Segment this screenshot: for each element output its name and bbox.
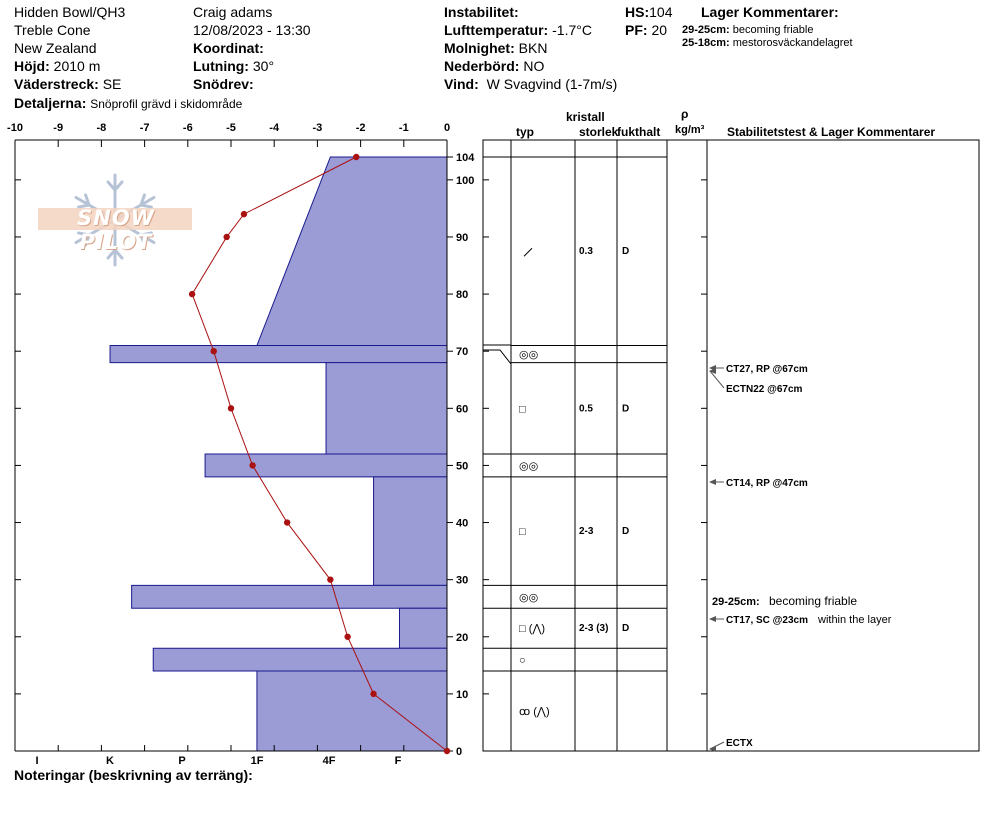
height-tick-label: 10 (456, 688, 469, 701)
aspect-label: Väderstreck: (14, 76, 99, 92)
aspect-value: SE (102, 76, 122, 92)
temp-tick-label: -3 (312, 122, 323, 134)
layer-comment-1-text: becoming friable (732, 24, 814, 36)
hardness-tick-label: F (394, 755, 402, 767)
stability-pointer-line (710, 371, 724, 388)
hardness-tick-label: I (35, 755, 39, 767)
temp-tick-label: -5 (226, 122, 236, 134)
grain-size-value: 0.3 (579, 246, 593, 258)
details-value: Snöprofil grävd i skidområde (90, 97, 243, 111)
height-tick-label: 30 (456, 574, 469, 587)
hardness-tick-label: 1F (250, 755, 264, 767)
precip-value: NO (523, 58, 545, 74)
height-tick-label: 100 (456, 174, 475, 187)
country-name: New Zealand (14, 40, 97, 56)
height-tick-label: 0 (456, 746, 463, 758)
layer-table-frame (483, 140, 979, 751)
moisture-value: D (622, 526, 630, 538)
height-tick-label: 80 (456, 289, 469, 302)
moisture-header: fukthalt (617, 125, 661, 139)
temp-tick-label: -7 (139, 122, 150, 134)
temperature-point (189, 291, 195, 297)
height-tick-label: 60 (456, 403, 469, 416)
height-top-label: 104 (456, 152, 475, 164)
table-layer-comment-text: becoming friable (769, 594, 858, 608)
hardness-layer-4 (205, 454, 447, 477)
snowpilot-logo-text: SNOW PILOT (77, 206, 155, 254)
stability-test-label: ECTX (726, 738, 753, 749)
area-name: Treble Cone (14, 22, 91, 38)
slope-value: 30° (252, 58, 275, 74)
height-tick-label: 50 (456, 460, 469, 473)
moisture-value: D (622, 403, 630, 415)
temperature-point (327, 576, 333, 582)
temp-tick-label: 0 (443, 122, 451, 134)
hardness-tick-label: K (106, 755, 114, 767)
precip-label: Nederbörd: (444, 58, 520, 74)
elevation-value: 2010 m (53, 58, 101, 74)
elevation-label: Höjd: (14, 58, 50, 74)
hardness-layer-3 (326, 363, 447, 454)
temperature-point (353, 154, 359, 160)
grain-symbol: ◎◎ (519, 349, 539, 362)
stability-test-label: CT14, RP @47cm (726, 478, 808, 489)
temp-tick-label: -2 (355, 122, 366, 134)
temperature-point (211, 348, 217, 354)
hardness-layer-6 (132, 585, 447, 608)
grain-size-value: 2-3 (3) (579, 623, 609, 635)
layer-comment-2-range: 25-18cm: (682, 37, 730, 49)
height-tick-label: 20 (456, 631, 469, 644)
density-unit-header: kg/m³ (675, 124, 705, 136)
layer-comment-1-range: 29-25cm: (682, 24, 730, 36)
crystal-header: kristall (566, 110, 605, 124)
temperature-point (228, 405, 234, 411)
observer-name: Craig adams (193, 4, 273, 20)
slope-label: Lutning: (193, 58, 249, 74)
grain-size-value: 2-3 (579, 526, 594, 538)
layer-comment-2-text: mestorosväckandelagret (732, 37, 853, 49)
temperature-point (444, 748, 450, 754)
stability-test-extra: within the layer (818, 614, 892, 626)
hardness-layer-8 (153, 648, 447, 671)
instability-label: Instabilitet: (444, 4, 519, 20)
height-tick-label: 40 (456, 517, 469, 530)
type-header: typ (516, 125, 534, 139)
wind-label: Vind: (444, 76, 479, 92)
table-layer-comment-range: 29-25cm: (712, 596, 760, 608)
temperature-point (284, 519, 290, 525)
pf-value: 20 (651, 22, 668, 38)
hardness-layer-7 (399, 608, 447, 648)
hardness-tick-label: 4F (322, 755, 336, 767)
pf-label: PF: (625, 22, 648, 38)
size-header: storlek (579, 125, 619, 139)
sky-label: Molnighet: (444, 40, 515, 56)
observation-datetime: 12/08/2023 - 13:30 (193, 22, 311, 38)
moisture-value: D (622, 623, 630, 635)
grain-symbol: ○ (519, 654, 526, 667)
rho-header: ρ (681, 107, 689, 121)
temp-tick-label: -8 (96, 122, 107, 134)
coordinate-label: Koordinat: (193, 40, 264, 56)
temperature-point (223, 234, 229, 240)
location-name: Hidden Bowl/QH3 (14, 4, 126, 20)
hardness-layer-1 (257, 157, 447, 345)
grain-symbol: ꝏ (⋀) (519, 706, 550, 719)
height-tick-label: 90 (456, 231, 469, 244)
temp-tick-label: -10 (7, 122, 23, 134)
hardness-layer-2 (110, 345, 447, 362)
temp-tick-label: -9 (53, 122, 64, 134)
temperature-point (241, 211, 247, 217)
moisture-value: D (622, 246, 630, 258)
temp-tick-label: -1 (398, 122, 409, 134)
wind-value: W Svagvind (1-7m/s) (486, 76, 618, 92)
grain-size-value: 0.5 (579, 403, 593, 415)
stability-test-label: ECTN22 @67cm (726, 384, 803, 395)
stability-header: Stabilitetstest & Lager Kommentarer (727, 125, 936, 139)
grain-symbol: □ (519, 403, 526, 416)
grain-symbol: ◎◎ (519, 460, 539, 473)
hardness-layer-9 (257, 671, 447, 751)
grain-symbol: ◎◎ (519, 591, 539, 604)
grain-symbol-precip-particle (524, 248, 532, 256)
height-tick-label: 70 (456, 346, 469, 359)
temp-tick-label: -4 (269, 122, 280, 134)
air-temp-value: -1.7°C (552, 22, 592, 38)
hardness-layer-5 (374, 477, 447, 586)
temperature-point (249, 462, 255, 468)
stability-test-label: CT27, RP @67cm (726, 364, 808, 375)
grain-symbol: □ (⋀) (519, 623, 546, 636)
temperature-point (370, 691, 376, 697)
sky-value: BKN (518, 40, 548, 56)
temperature-point (344, 634, 350, 640)
hs-value: 104 (649, 4, 673, 20)
layer-comments-title: Lager Kommentarer: (701, 4, 839, 20)
layer-connector-68 (483, 350, 511, 364)
temp-tick-label: -6 (182, 122, 193, 134)
drift-label: Snödrev: (193, 76, 254, 92)
hs-label: HS: (625, 4, 650, 20)
hardness-tick-label: P (178, 755, 186, 767)
air-temp-label: Lufttemperatur: (444, 22, 549, 38)
stability-test-label: CT17, SC @23cm (726, 615, 809, 626)
stability-arrow-icon (709, 479, 716, 485)
grain-symbol: □ (519, 526, 526, 539)
stability-arrow-icon (709, 616, 716, 622)
notes-label: Noteringar (beskrivning av terräng): (14, 767, 253, 783)
details-label: Detaljerna: (14, 95, 87, 111)
